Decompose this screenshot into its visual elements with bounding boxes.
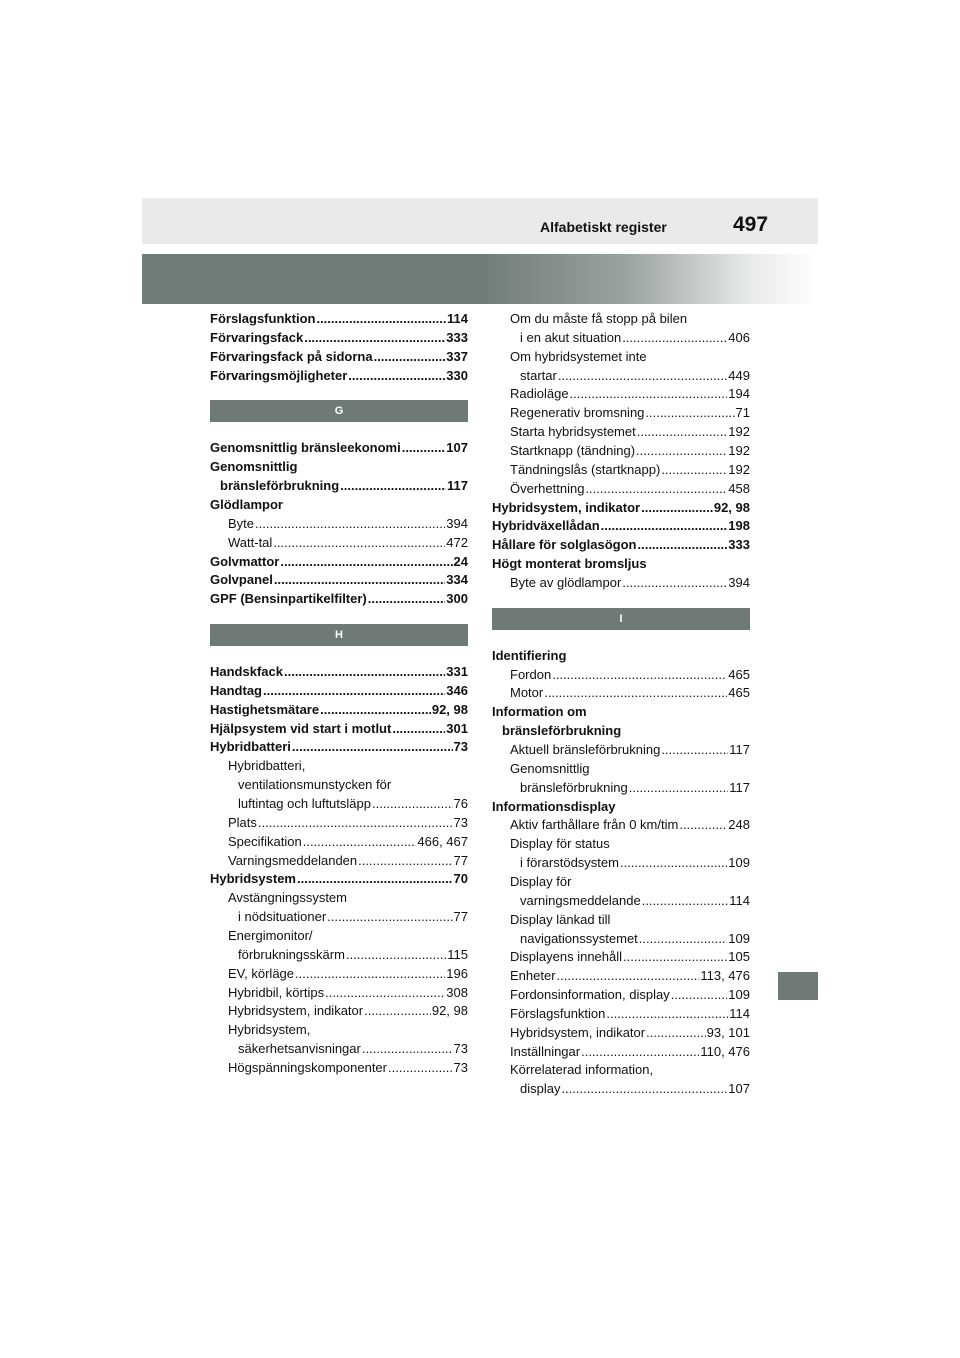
dot-leader <box>320 700 431 719</box>
page-reference[interactable]: 192 <box>728 443 750 458</box>
index-term: Display länkad till <box>510 912 611 927</box>
dot-leader <box>623 947 727 966</box>
index-entry <box>228 1020 468 1039</box>
dot-leader <box>280 552 452 571</box>
index-entry <box>510 985 750 1004</box>
index-term: Aktiv farthållare från 0 km/tim <box>510 817 679 832</box>
index-term: Hybridbatteri, <box>228 758 306 773</box>
dot-leader <box>641 498 713 517</box>
index-entry <box>228 1001 468 1020</box>
dot-leader <box>364 1001 431 1020</box>
index-term: EV, körläge <box>228 966 295 981</box>
index-term: Hybridsystem, indikator <box>492 500 641 515</box>
page-reference[interactable]: 458 <box>728 481 750 496</box>
index-entry <box>210 662 468 681</box>
index-term: Hybridsystem, indikator <box>510 1025 646 1040</box>
dot-leader <box>646 1023 706 1042</box>
index-entry <box>510 872 750 891</box>
index-entry <box>492 498 750 517</box>
page-reference[interactable]: 92, 98 <box>713 500 750 515</box>
header-band <box>142 198 818 244</box>
page-number: 497 <box>733 213 769 236</box>
index-entry <box>510 403 750 422</box>
dot-leader <box>402 438 446 457</box>
index-term: bränsleförbrukning <box>502 723 622 738</box>
header-title: Alfabetiskt register <box>540 219 667 235</box>
index-entry <box>228 514 468 533</box>
dot-leader <box>327 907 452 926</box>
index-term: Hastighetsmätare <box>210 702 320 717</box>
page-reference[interactable]: 337 <box>446 349 468 364</box>
page-reference[interactable]: 110, 476 <box>700 1044 750 1059</box>
section-header: I <box>492 608 750 630</box>
index-entry <box>238 907 468 926</box>
page-reference[interactable]: 394 <box>446 516 468 531</box>
page-reference[interactable]: 71 <box>735 405 750 420</box>
dot-leader <box>620 853 727 872</box>
index-term: navigationssystemet <box>520 931 638 946</box>
index-entry <box>210 719 468 738</box>
index-entry <box>228 851 468 870</box>
index-entry <box>492 646 750 665</box>
index-term: Aktuell bränsleförbrukning <box>510 742 661 757</box>
index-term: GPF (Bensinpartikelfilter) <box>210 591 367 606</box>
page-reference[interactable]: 107 <box>728 1081 750 1096</box>
page-reference[interactable]: 117 <box>729 780 750 795</box>
index-entry <box>228 1058 468 1077</box>
dot-leader <box>636 441 727 460</box>
page-reference[interactable]: 192 <box>728 424 750 439</box>
dot-leader <box>570 384 728 403</box>
index-term: Regenerativ bromsning <box>510 405 645 420</box>
page-reference[interactable]: 109 <box>728 931 750 946</box>
index-entry <box>492 535 750 554</box>
page-reference[interactable]: 192 <box>728 462 750 477</box>
dot-leader <box>585 479 727 498</box>
index-term: Förvaringsfack <box>210 330 304 345</box>
index-term: Fordon <box>510 667 552 682</box>
index-term: Watt-tal <box>228 535 273 550</box>
index-entry <box>510 384 750 403</box>
index-entry <box>510 347 750 366</box>
index-entry <box>238 1039 468 1058</box>
index-term: Hybridbil, körtips <box>228 985 325 1000</box>
index-term: Energimonitor/ <box>228 928 313 943</box>
dot-leader <box>263 681 445 700</box>
index-term: Tändningslås (startknapp) <box>510 462 661 477</box>
index-entry <box>510 683 750 702</box>
index-entry <box>210 589 468 608</box>
dot-leader <box>642 891 729 910</box>
index-entry <box>210 737 468 756</box>
index-term: Byte av glödlampor <box>510 575 622 590</box>
index-term: i förarstödsystem <box>520 855 619 870</box>
index-entry <box>228 926 468 945</box>
index-entry <box>228 533 468 552</box>
index-term: i nödsituationer <box>238 909 327 924</box>
page-reference[interactable]: 92, 98 <box>431 702 468 717</box>
index-entry <box>510 1060 750 1079</box>
dot-leader <box>346 945 446 964</box>
index-entry <box>502 721 750 740</box>
index-entry <box>228 756 468 775</box>
page-reference[interactable]: 77 <box>453 853 468 868</box>
index-term: Varningsmeddelanden <box>228 853 358 868</box>
index-term: Startknapp (tändning) <box>510 443 636 458</box>
index-entry <box>510 309 750 328</box>
dot-leader <box>358 851 452 870</box>
index-entry <box>520 1079 750 1098</box>
index-term: Display för <box>510 874 572 889</box>
dot-leader <box>606 1004 728 1023</box>
page-reference[interactable]: 194 <box>728 386 750 401</box>
dot-leader <box>558 366 727 385</box>
page-reference[interactable]: 109 <box>728 987 750 1002</box>
index-term: Motor <box>510 685 544 700</box>
dot-leader <box>637 535 727 554</box>
index-term: Genomsnittlig <box>510 761 590 776</box>
index-entry <box>510 665 750 684</box>
page-reference[interactable]: 76 <box>453 796 468 811</box>
dot-leader <box>304 328 445 347</box>
index-term: startar <box>520 368 557 383</box>
page-reference[interactable]: 73 <box>453 739 468 754</box>
index-entry <box>520 778 750 797</box>
page-reference[interactable]: 449 <box>728 368 750 383</box>
index-term: Display för status <box>510 836 610 851</box>
dot-leader <box>368 589 446 608</box>
index-term: Genomsnittlig bränsleekonomi <box>210 440 401 455</box>
index-term: bränsleförbrukning <box>520 780 628 795</box>
dot-leader <box>639 929 728 948</box>
index-term: Högspänningskomponenter <box>228 1060 387 1075</box>
page-reference[interactable]: 114 <box>729 1006 750 1021</box>
page-reference[interactable]: 73 <box>453 1041 468 1056</box>
index-term: Inställningar <box>510 1044 581 1059</box>
page-reference[interactable]: 73 <box>453 815 468 830</box>
page-reference[interactable]: 93, 101 <box>706 1025 750 1040</box>
page-reference[interactable]: 308 <box>446 985 468 1000</box>
index-term: i en akut situation <box>520 330 622 345</box>
page-reference[interactable]: 466, 467 <box>417 834 468 849</box>
index-term: Hybridsystem, <box>228 1022 311 1037</box>
index-entry <box>510 1023 750 1042</box>
index-entry <box>220 476 468 495</box>
index-term: Identifiering <box>492 648 567 663</box>
index-entry <box>238 775 468 794</box>
index-term: Överhettning <box>510 481 585 496</box>
dot-leader <box>544 683 727 702</box>
index-term: varningsmeddelande <box>520 893 641 908</box>
index-entry <box>210 552 468 571</box>
index-entry <box>510 740 750 759</box>
index-entry <box>210 438 468 457</box>
index-term: Hållare för solglasögon <box>492 537 637 552</box>
dot-leader <box>557 966 700 985</box>
index-term: Information om <box>492 704 587 719</box>
header-banner <box>142 254 818 304</box>
index-term: Hybridbatteri <box>210 739 291 754</box>
index-term: Glödlampor <box>210 497 283 512</box>
page-reference[interactable]: 113, 476 <box>700 968 750 983</box>
page-reference[interactable]: 330 <box>446 368 468 383</box>
page-reference[interactable]: 394 <box>728 575 750 590</box>
index-entry <box>210 681 468 700</box>
index-term: Informationsdisplay <box>492 799 616 814</box>
page-reference[interactable]: 105 <box>728 949 750 964</box>
index-entry <box>520 891 750 910</box>
page-reference[interactable]: 92, 98 <box>431 1003 468 1018</box>
index-entry <box>510 422 750 441</box>
page-reference[interactable]: 333 <box>728 537 750 552</box>
page-reference[interactable]: 73 <box>453 1060 468 1075</box>
page-reference[interactable]: 465 <box>728 685 750 700</box>
index-entry <box>210 347 468 366</box>
index-term: Starta hybridsystemet <box>510 424 636 439</box>
page-reference[interactable]: 196 <box>446 966 468 981</box>
dot-leader <box>340 476 446 495</box>
index-term: Körrelaterad information, <box>510 1062 654 1077</box>
index-term: Om hybridsystemet inte <box>510 349 647 364</box>
index-entry <box>510 479 750 498</box>
index-entry <box>210 495 468 514</box>
index-term: Högt monterat bromsljus <box>492 556 647 571</box>
page-reference[interactable]: 472 <box>446 535 468 550</box>
index-term: Avstängningssystem <box>228 890 347 905</box>
dot-leader <box>661 740 728 759</box>
index-entry <box>510 966 750 985</box>
index-entry <box>510 910 750 929</box>
index-entry <box>520 853 750 872</box>
index-term: Handskfack <box>210 664 283 679</box>
index-entry <box>228 964 468 983</box>
index-entry <box>510 460 750 479</box>
index-term: luftintag och luftutsläpp <box>238 796 371 811</box>
index-entry <box>510 947 750 966</box>
index-term: ventilationsmunstycken för <box>238 777 392 792</box>
page-reference[interactable]: 334 <box>446 572 468 587</box>
page-reference[interactable]: 117 <box>447 478 468 493</box>
index-entry <box>210 869 468 888</box>
index-term: Förslagsfunktion <box>210 311 316 326</box>
dot-leader <box>274 570 445 589</box>
index-term: Hybridsystem, indikator <box>228 1003 364 1018</box>
index-entry <box>228 888 468 907</box>
index-entry <box>210 309 468 328</box>
index-entry <box>210 328 468 347</box>
dot-leader <box>561 1079 727 1098</box>
index-entry <box>210 366 468 385</box>
index-term: Golvpanel <box>210 572 273 587</box>
page-reference[interactable]: 109 <box>728 855 750 870</box>
index-entry <box>510 834 750 853</box>
page-reference[interactable]: 406 <box>728 330 750 345</box>
index-entry <box>510 815 750 834</box>
index-term: Specifikation <box>228 834 302 849</box>
index-entry <box>210 570 468 589</box>
dot-leader <box>622 573 727 592</box>
index-entry <box>492 797 750 816</box>
index-term: Förslagsfunktion <box>510 1006 606 1021</box>
index-term: Handtag <box>210 683 262 698</box>
page-reference[interactable]: 198 <box>728 518 750 533</box>
dot-leader <box>645 403 734 422</box>
index-entry <box>228 832 468 851</box>
page-reference[interactable]: 70 <box>453 871 468 886</box>
dot-leader <box>388 1058 453 1077</box>
index-term: Enheter <box>510 968 556 983</box>
index-term: Golvmattor <box>210 554 280 569</box>
page-reference[interactable]: 346 <box>446 683 468 698</box>
index-term: säkerhetsanvisningar <box>238 1041 361 1056</box>
page-reference[interactable]: 301 <box>446 721 468 736</box>
index-term: display <box>520 1081 561 1096</box>
page-reference[interactable]: 114 <box>447 311 468 326</box>
index-term: Hjälpsystem vid start i motlut <box>210 721 392 736</box>
page-reference[interactable]: 107 <box>446 440 468 455</box>
index-entry <box>520 328 750 347</box>
side-tab <box>778 972 818 1000</box>
index-entry <box>510 1004 750 1023</box>
page-reference[interactable]: 77 <box>453 909 468 924</box>
dot-leader <box>284 662 445 681</box>
dot-leader <box>679 815 727 834</box>
index-term: Hybridväxellådan <box>492 518 600 533</box>
page-reference[interactable]: 248 <box>728 817 750 832</box>
dot-leader <box>622 328 727 347</box>
page-reference[interactable]: 331 <box>446 664 468 679</box>
index-term: Fordonsinformation, display <box>510 987 670 1002</box>
dot-leader <box>372 794 453 813</box>
dot-leader <box>661 460 727 479</box>
page-reference[interactable]: 465 <box>728 667 750 682</box>
dot-leader <box>303 832 417 851</box>
dot-leader <box>637 422 728 441</box>
index-entry <box>238 945 468 964</box>
index-entry <box>510 1042 750 1061</box>
dot-leader <box>295 964 445 983</box>
index-term: Förvaringsfack på sidorna <box>210 349 373 364</box>
index-entry <box>520 929 750 948</box>
page-reference[interactable]: 115 <box>447 947 468 962</box>
index-term: Genomsnittlig <box>210 459 298 474</box>
page-reference[interactable]: 300 <box>446 591 468 606</box>
dot-leader <box>671 985 728 1004</box>
index-term: Plats <box>228 815 257 830</box>
dot-leader <box>581 1042 699 1061</box>
index-term: Förvaringsmöjligheter <box>210 368 348 383</box>
dot-leader <box>255 514 445 533</box>
section-header: G <box>210 400 468 422</box>
page-reference[interactable]: 333 <box>446 330 468 345</box>
index-term: Displayens innehåll <box>510 949 623 964</box>
index-entry <box>210 457 468 476</box>
dot-leader <box>273 533 445 552</box>
index-term: förbrukningsskärm <box>238 947 345 962</box>
index-term: Hybridsystem <box>210 871 296 886</box>
page-reference[interactable]: 24 <box>453 554 468 569</box>
index-term: bränsleförbrukning <box>220 478 340 493</box>
dot-leader <box>348 366 445 385</box>
dot-leader <box>297 869 453 888</box>
index-entry <box>510 759 750 778</box>
dot-leader <box>392 719 445 738</box>
index-term: Radioläge <box>510 386 569 401</box>
index-term: Om du måste få stopp på bilen <box>510 311 688 326</box>
section-header: H <box>210 624 468 646</box>
index-term: Byte <box>228 516 255 531</box>
dot-leader <box>601 516 728 535</box>
index-entry <box>238 794 468 813</box>
index-entry <box>492 554 750 573</box>
dot-leader <box>325 983 445 1002</box>
index-entry <box>210 700 468 719</box>
page-reference[interactable]: 117 <box>729 742 750 757</box>
dot-leader <box>552 665 727 684</box>
index-entry <box>492 702 750 721</box>
dot-leader <box>292 737 453 756</box>
dot-leader <box>258 813 453 832</box>
index-entry <box>510 441 750 460</box>
index-entry <box>228 813 468 832</box>
dot-leader <box>374 347 446 366</box>
index-entry <box>492 516 750 535</box>
index-entry <box>510 573 750 592</box>
index-entry <box>228 983 468 1002</box>
dot-leader <box>362 1039 453 1058</box>
dot-leader <box>316 309 446 328</box>
page-reference[interactable]: 114 <box>729 893 750 908</box>
index-entry <box>520 366 750 385</box>
dot-leader <box>629 778 729 797</box>
